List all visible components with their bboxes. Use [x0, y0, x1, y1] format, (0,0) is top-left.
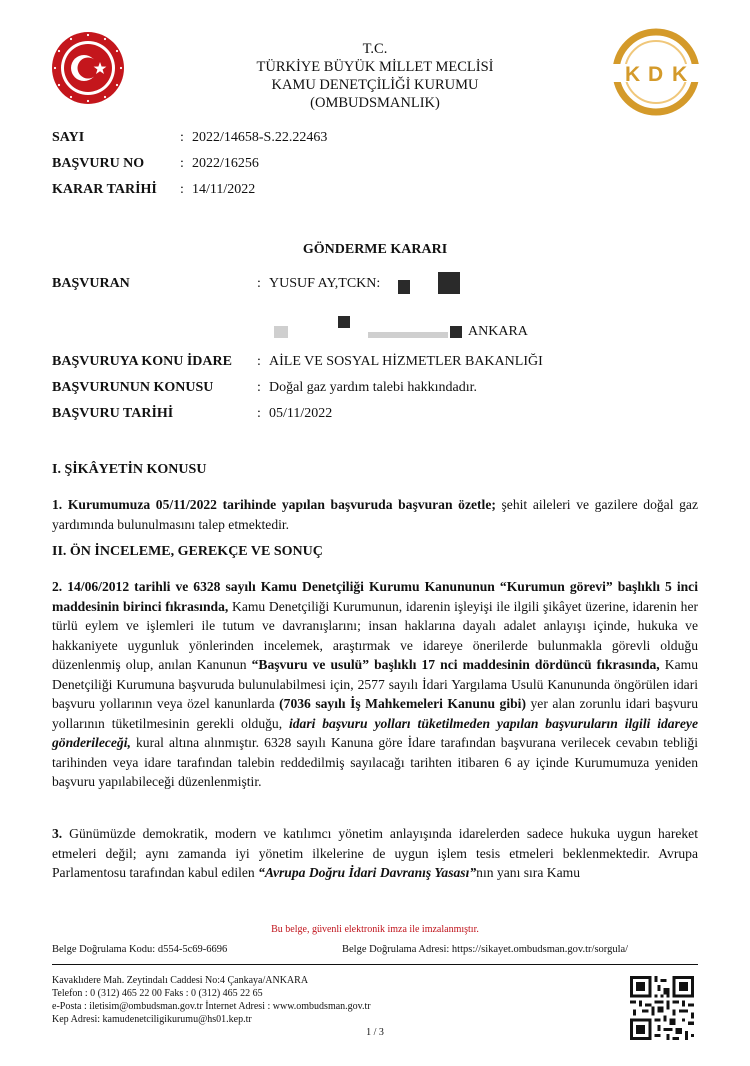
meta-value: 14/11/2022	[192, 182, 256, 197]
paragraph-bold: (7036 sayılı İş Mahkemeleri Kanunu gibi)	[279, 696, 526, 711]
redaction-mark	[450, 326, 462, 338]
paragraph-text: nın yanı sıra Kamu	[476, 865, 580, 880]
applicant-label: BAŞVURAN	[52, 276, 130, 291]
header-line: KAMU DENETÇİLİĞİ KURUMU	[271, 77, 479, 93]
redaction-mark	[438, 272, 460, 294]
contact-line: e-Posta : iletisim@ombudsman.gov.tr İnternet Adresi : www.ombudsman.gov.tr	[52, 1001, 371, 1012]
paragraph-text: Günümüzde demokratik, modern ve katılımcı yönetim anlayışında idarelerden sadece hukuka uygun hareket etmeleri değil; aynı zamanda iyi yönetim ilkelerine de uygun işlem tesis etmeleri beklenmektedir. Avrupa Parlamentosu tarafından kabul edilen	[52, 826, 698, 880]
contact-line: Kavaklıdere Mah. Zeytindalı Caddesi No:4 Çankaya/ANKARA	[52, 975, 309, 986]
verification-code: Belge Doğrulama Kodu: d554-5c69-6696	[52, 944, 228, 955]
section-title-on-inceleme: II. ÖN İNCELEME, GEREKÇE VE SONUÇ	[52, 544, 323, 559]
detail-label: BAŞVURUYA KONU İDARE	[52, 354, 232, 369]
meta-row-basvuru-no: BAŞVURU NO : 2022/16256	[52, 154, 259, 174]
meta-value: 2022/14658-S.22.22463	[192, 130, 328, 145]
contact-line: Kep Adresi: kamudenetciligikurumu@hs01.kep.tr	[52, 1014, 252, 1025]
applicant-value: YUSUF AY,TCKN:	[269, 276, 381, 291]
redaction-mark	[338, 316, 350, 328]
e-signature-note: Bu belge, güvenli elektronik imza ile imzalanmıştır.	[271, 924, 479, 935]
detail-value: Doğal gaz yardım talebi hakkındadır.	[269, 380, 477, 395]
header-line: T.C.	[362, 41, 388, 57]
applicant-address-fragment: ANKARA	[468, 324, 528, 338]
paragraph-text: Kamu Denetçiliği Kurumunun, idarenin işleyişi ile ilgili şikâyet üzerine, idarenin her türlü eylem ve işlemleri ile tutum ve davranışlarını; insan haklarına dayalı adalet anlayışı içinde, hukuka ve hakkaniyete uygunluk yönlerinden incelemek, araştırmak ve idareye önerilerde bulunmakla görevli olduğu düzenlenmiş olup, anılan Kanunun	[52, 598, 699, 672]
institution-header	[0, 40, 750, 112]
page-number: 1 / 3	[366, 1027, 384, 1038]
paragraph-2	[52, 577, 698, 792]
paragraph-bold: 3.	[52, 826, 63, 841]
paragraph-bold-italic: idari başvuru yolları tüketilmeden yapılan başvuruların ilgili idareye gönderileceği,	[52, 715, 698, 750]
footer-divider	[52, 964, 698, 965]
meta-value: 2022/16256	[192, 156, 259, 171]
meta-label: BAŞVURU NO	[52, 156, 145, 171]
kdk-letter: K	[672, 63, 688, 86]
redaction-mark	[368, 332, 448, 338]
paragraph-1	[52, 495, 698, 534]
detail-value: 05/11/2022	[269, 406, 333, 421]
redaction-mark	[274, 326, 288, 338]
paragraph-text: yer alan zorunlu idari başvuru yollarının tüketilmesinin gerekli olduğu,	[52, 696, 698, 731]
paragraph-text: şehit aileleri ve gazilere doğal gaz yardımında bulunulmasını talep etmektedir.	[52, 497, 698, 532]
detail-row-tarih: BAŞVURU TARİHİ : 05/11/2022	[52, 404, 332, 424]
paragraph-bold: 2. 14/06/2012 tarihli ve 6328 sayılı Kamu Denetçiliği Kurumu Kanununun “Kurumun görevi” başlıklı 5 inci maddesinin birinci fıkrasında,	[52, 579, 698, 614]
detail-label: BAŞVURU TARİHİ	[52, 406, 174, 421]
kdk-letter: K	[625, 63, 641, 86]
paragraph-bold: “Başvuru ve usulü” başlıklı 17 nci maddesinin dördüncü fıkrasında,	[251, 657, 660, 672]
detail-label: BAŞVURUNUN KONUSU	[52, 380, 214, 395]
decision-title: GÖNDERME KARARI	[302, 242, 448, 257]
redaction-mark	[398, 280, 410, 294]
kdk-letter: D	[648, 63, 664, 86]
detail-value: AİLE VE SOSYAL HİZMETLER BAKANLIĞI	[269, 354, 543, 369]
meta-label: KARAR TARİHİ	[52, 182, 157, 197]
detail-row-idare: BAŞVURUYA KONU İDARE : AİLE VE SOSYAL HİZMETLER BAKANLIĞI	[52, 352, 543, 372]
paragraph-text: kural altına alınmıştır. 6328 sayılı Kanuna göre İdare tarafından başvurana verilecek cevabın tebliği tarihinden veya idare tarafından talebin reddedilmiş sayılacağı tarihten itibaren 6 ay içinde Kurumumuza yeniden başvuru yapılabileceği düzenlenmiştir.	[52, 735, 698, 789]
detail-row-konu: BAŞVURUNUN KONUSU : Doğal gaz yardım talebi hakkındadır.	[52, 378, 477, 398]
header-line: (OMBUDSMANLIK)	[310, 95, 440, 111]
meta-row-karar-tarihi: KARAR TARİHİ : 14/11/2022	[52, 180, 255, 200]
verification-address: Belge Doğrulama Adresi: https://sikayet.ombudsman.gov.tr/sorgula/	[342, 944, 629, 955]
applicant-row: BAŞVURAN : YUSUF AY,TCKN:	[52, 274, 380, 294]
paragraph-bold: 1. Kurumumuza 05/11/2022 tarihinde yapılan başvuruda başvuran özetle;	[52, 497, 496, 512]
meta-row-sayi: SAYI : 2022/14658-S.22.22463	[52, 128, 327, 148]
section-title-sikayet: I. ŞİKÂYETİN KONUSU	[52, 462, 207, 477]
paragraph-bold-italic: “Avrupa Doğru İdari Davranış Yasası”	[258, 865, 477, 880]
meta-label: SAYI	[52, 130, 85, 145]
paragraph-3	[52, 824, 698, 883]
contact-info	[52, 974, 371, 1026]
header-line: TÜRKİYE BÜYÜK MİLLET MECLİSİ	[256, 59, 494, 75]
paragraph-text: Kamu Denetçiliği Kurumuna başvuruda bulunulabilmesi için, 2577 sayılı İdari Yargılama Usulü Kanununda öngörülen idari başvuru yollarının veya özel kanunlarda	[52, 657, 698, 711]
contact-line: Telefon : 0 (312) 465 22 00 Faks : 0 (312) 465 22 65	[52, 988, 263, 999]
